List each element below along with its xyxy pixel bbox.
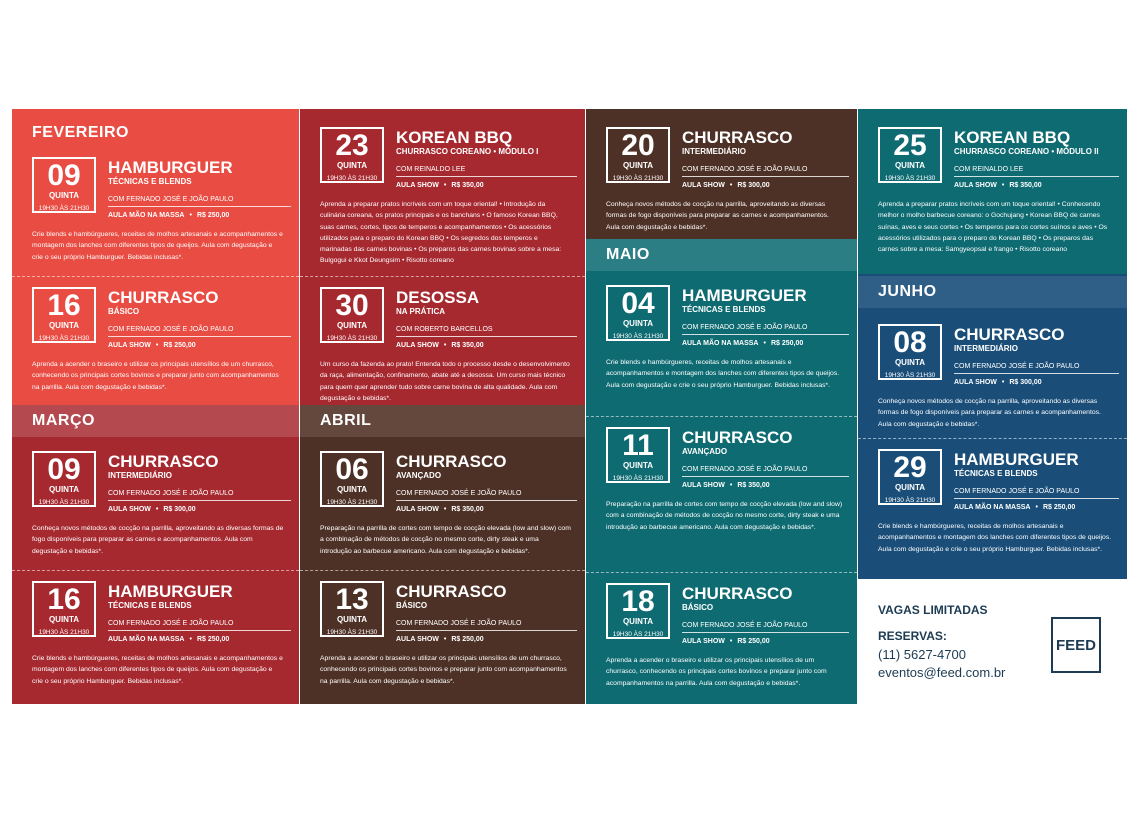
- event-host: COM FERNADO JOSÉ E JOÃO PAULO: [396, 490, 522, 497]
- event-price: R$ 300,00: [737, 182, 770, 189]
- event-title: DESOSSA: [396, 288, 480, 307]
- bullet-icon: •: [189, 636, 192, 643]
- event-subtitle: AVANÇADO: [396, 471, 442, 480]
- bullet-icon: •: [155, 506, 159, 513]
- bullet-icon: •: [763, 340, 766, 347]
- event-time: 19H30 ÀS 21H30: [612, 333, 664, 340]
- event-day: 11: [622, 429, 654, 462]
- event-type: AULA SHOW: [682, 482, 725, 489]
- divider: [682, 334, 849, 335]
- bullet-icon: •: [1035, 504, 1038, 511]
- event-title: KOREAN BBQ: [396, 128, 513, 147]
- panel-maio: [586, 239, 857, 704]
- event-type: AULA MÃO NA MASSA: [108, 636, 185, 643]
- event-weekday: QUINTA: [894, 483, 926, 492]
- event-subtitle: INTERMEDIÁRIO: [954, 344, 1018, 353]
- event-time: 19H30 ÀS 21H30: [38, 629, 90, 636]
- event-day: 18: [621, 585, 655, 618]
- event-subtitle: CHURRASCO COREANO • MÓDULO II: [954, 147, 1099, 156]
- event-description: Aprenda a preparar pratos incríveis com um toque oriental! • Introdução da culinária coreana, os pratos principais e os banchans • O famoso Korean BBQ, suas carnes, cortes, tipos de temperos e acompanhamentos • Os acessórios utilizados para o preparo do Korean BBQ • Os segredos dos temperos e marinadas das carnes bovinas • Os preparos das carnes bovinas sobre a mesa: Bulgogui e Kkot Deungsim • Risotto coreano: [320, 201, 562, 265]
- event-card[interactable]: [586, 117, 857, 239]
- divider: [682, 632, 849, 633]
- event-price: R$ 350,00: [1009, 182, 1042, 189]
- event-price: R$ 350,00: [737, 482, 770, 489]
- event-day: 08: [893, 326, 927, 359]
- event-title: CHURRASCO: [682, 428, 793, 447]
- event-host: COM ROBERTO BARCELLOS: [396, 326, 493, 333]
- event-day: 20: [621, 129, 655, 162]
- event-description: Preparação na parrilla de cortes com tempo de cocção elevada (low and slow) com a combinação de métodos de cocção no mesmo corte, dirty steak e uma introdução ao barbecue americano. Aula com degustação e bebidas*.: [606, 501, 843, 531]
- event-title: HAMBURGUER: [954, 450, 1079, 469]
- event-title: CHURRASCO: [396, 582, 507, 601]
- event-day: 04: [621, 287, 655, 320]
- event-type-price: [682, 181, 849, 190]
- event-type-price: [108, 341, 291, 350]
- date-box: [32, 581, 96, 637]
- event-time: 19H30 ÀS 21H30: [326, 499, 378, 506]
- event-price: R$ 350,00: [451, 342, 484, 349]
- event-host: COM FERNADO JOSÉ E JOÃO PAULO: [682, 466, 808, 473]
- event-host: COM FERNADO JOSÉ E JOÃO PAULO: [954, 363, 1080, 370]
- date-box: [320, 581, 384, 637]
- bullet-icon: •: [443, 636, 447, 643]
- event-day: 16: [47, 289, 81, 322]
- event-type-price: [682, 339, 849, 348]
- event-time: 19H30 ÀS 21H30: [326, 335, 378, 342]
- divider: [954, 498, 1119, 499]
- event-subtitle: BÁSICO: [682, 603, 714, 612]
- date-box: [606, 127, 670, 183]
- event-weekday: QUINTA: [622, 461, 654, 470]
- date-box: [32, 157, 96, 213]
- date-box: [320, 287, 384, 343]
- event-subtitle: NA PRÁTICA: [396, 307, 446, 316]
- event-subtitle: TÉCNICAS E BLENDS: [108, 177, 192, 186]
- panel-maio-cont: [858, 109, 1127, 274]
- event-description: Aprenda a preparar pratos incríveis com um toque oriental! • Conhecendo melhor o molho barbecue coreano: o Gochujang • Korean BBQ de carnes suínas, aves e seus cortes • Os temperos para os cortes suínos e aves • Os acessórios utilizados para o preparo do Korean BBQ • Os preparos das carnes sobre a mesa: Samgyeopsal e frango • Risotto coreano: [878, 201, 1108, 254]
- panel-fevereiro-cont: [300, 109, 585, 405]
- event-description: Aprenda a acender o braseiro e utilizar os principais utensílios de um churrasco, conhecendo os principais cortes bovinos e preparar junto com acompanhamentos na parrilla. Aula com degustação e bebidas*.: [32, 361, 279, 391]
- event-time: 19H30 ÀS 21H30: [38, 335, 90, 342]
- date-box: [878, 324, 942, 380]
- divider: [108, 336, 291, 337]
- event-description: Conheça novos métodos de cocção na parrilla, aproveitando as diversas formas de fogo disponíveis para preparar as carnes e acompanhamentos. Aula com degustação e bebidas*.: [606, 201, 829, 231]
- event-description: Conheça novos métodos de cocção na parrilla, aproveitando as diversas formas de fogo disponíveis para preparar as carnes e acompanhamentos. Aula com degustação e bebidas*.: [878, 398, 1101, 428]
- event-subtitle: TÉCNICAS E BLENDS: [682, 305, 766, 314]
- divider: [108, 206, 291, 207]
- bullet-icon: •: [443, 342, 447, 349]
- event-type-price: [108, 211, 291, 220]
- event-host: COM FERNADO JOSÉ E JOÃO PAULO: [682, 324, 808, 331]
- event-card[interactable]: [858, 314, 1127, 437]
- event-card[interactable]: [12, 276, 299, 405]
- event-card[interactable]: [858, 438, 1127, 579]
- month-header-fevereiro: FEVEREIRO: [32, 124, 129, 141]
- contact-panel: [858, 579, 1127, 704]
- event-price: R$ 250,00: [196, 212, 230, 219]
- event-price: R$ 300,00: [163, 506, 196, 513]
- event-card[interactable]: [12, 441, 299, 569]
- event-price: R$ 250,00: [451, 636, 484, 643]
- phone-number[interactable]: (11) 5627-4700: [878, 647, 966, 662]
- event-type: AULA SHOW: [396, 182, 439, 189]
- event-weekday: QUINTA: [48, 485, 80, 494]
- event-type-price: [396, 505, 577, 514]
- event-weekday: QUINTA: [336, 161, 368, 170]
- event-time: 19H30 ÀS 21H30: [38, 205, 90, 212]
- event-description: Um curso da fazenda ao prato! Entenda todo o processo desde o desenvolvimento da raça, alimentação, confinamento, abate até a desossa. Um curso mais técnico para quem quer aprender tudo sobre carne bovina de alta qualidade. Aula com degustação e bebidas*.: [320, 361, 570, 402]
- event-day: 06: [335, 453, 369, 486]
- date-box: [32, 287, 96, 343]
- event-weekday: QUINTA: [48, 615, 80, 624]
- event-type: AULA MÃO NA MASSA: [954, 504, 1031, 511]
- event-price: R$ 250,00: [163, 342, 196, 349]
- reservas-label: RESERVAS:: [878, 629, 947, 643]
- event-host: COM REINALDO LEE: [396, 166, 466, 173]
- date-box: [32, 451, 96, 507]
- event-time: 19H30 ÀS 21H30: [38, 499, 90, 506]
- event-type: AULA SHOW: [396, 342, 439, 349]
- date-box: [606, 285, 670, 341]
- event-subtitle: BÁSICO: [108, 307, 140, 316]
- event-host: COM REINALDO LEE: [954, 166, 1024, 173]
- bullet-icon: •: [189, 212, 192, 219]
- event-card[interactable]: [586, 275, 857, 415]
- event-host: COM FERNADO JOSÉ E JOÃO PAULO: [396, 620, 522, 627]
- event-type: AULA SHOW: [396, 636, 439, 643]
- event-type-price: [682, 637, 849, 646]
- divider: [954, 373, 1119, 374]
- event-day: 09: [47, 159, 81, 192]
- date-box: [606, 583, 670, 639]
- event-price: R$ 350,00: [451, 506, 484, 513]
- event-weekday: QUINTA: [622, 319, 654, 328]
- event-type-price: [396, 341, 577, 350]
- event-type-price: [108, 505, 291, 514]
- event-type: AULA SHOW: [108, 342, 151, 349]
- bullet-icon: •: [443, 182, 447, 189]
- event-weekday: QUINTA: [894, 358, 926, 367]
- event-time: 19H30 ÀS 21H30: [612, 475, 664, 482]
- event-price: R$ 250,00: [737, 638, 770, 645]
- divider: [108, 630, 291, 631]
- event-host: COM FERNADO JOSÉ E JOÃO PAULO: [108, 196, 234, 203]
- event-host: COM FERNADO JOSÉ E JOÃO PAULO: [108, 620, 234, 627]
- event-subtitle: INTERMEDIÁRIO: [108, 471, 172, 480]
- bullet-icon: •: [1001, 379, 1005, 386]
- event-day: 23: [335, 129, 369, 162]
- vagas-limitadas: VAGAS LIMITADAS: [878, 603, 988, 617]
- event-title: HAMBURGUER: [108, 158, 233, 177]
- panel-junho: [858, 274, 1127, 579]
- event-host: COM FERNADO JOSÉ E JOÃO PAULO: [108, 326, 234, 333]
- event-time: 19H30 ÀS 21H30: [884, 372, 936, 379]
- event-description: Crie blends e hambúrgueres, receitas de molhos artesanais e acompanhamentos e montagem dos lanches com diferentes tipos de queijos. Aula com degustação e crie o seu próprio Hamburguer. Bebidas inclusas*.: [606, 359, 840, 389]
- event-type-price: [396, 181, 577, 190]
- event-weekday: QUINTA: [336, 485, 368, 494]
- event-day: 16: [47, 583, 81, 616]
- date-box: [878, 127, 942, 183]
- event-card[interactable]: [300, 441, 585, 569]
- event-type-price: [954, 503, 1119, 512]
- divider: [954, 176, 1119, 177]
- event-type-price: [108, 635, 291, 644]
- event-price: R$ 350,00: [451, 182, 484, 189]
- event-day: 25: [893, 129, 927, 162]
- event-description: Conheça novos métodos de cocção na parrilla, aproveitando as diversas formas de fogo disponíveis para preparar as carnes e acompanhamentos. Aula com degustação e bebidas*.: [32, 525, 284, 555]
- event-card[interactable]: [300, 117, 585, 275]
- event-type: AULA MÃO NA MASSA: [682, 340, 759, 347]
- event-time: 19H30 ÀS 21H30: [326, 175, 378, 182]
- bullet-icon: •: [1001, 182, 1005, 189]
- event-title: CHURRASCO: [954, 325, 1065, 344]
- bullet-icon: •: [729, 638, 733, 645]
- event-type: AULA MÃO NA MASSA: [108, 212, 185, 219]
- panel-marco: [12, 405, 299, 704]
- feed-logo: FEED: [1051, 617, 1101, 673]
- event-weekday: QUINTA: [622, 617, 654, 626]
- event-subtitle: AVANÇADO: [682, 447, 728, 456]
- divider: [396, 630, 577, 631]
- event-host: COM FERNADO JOSÉ E JOÃO PAULO: [682, 166, 808, 173]
- bullet-icon: •: [443, 506, 447, 513]
- panel-abril-cont: [586, 109, 857, 239]
- date-box: [320, 127, 384, 183]
- event-day: 30: [335, 289, 369, 322]
- event-host: COM FERNADO JOSÉ E JOÃO PAULO: [682, 622, 808, 629]
- date-box: [320, 451, 384, 507]
- event-title: CHURRASCO: [108, 452, 219, 471]
- event-price: R$ 250,00: [1042, 504, 1076, 511]
- event-description: Aprenda a acender o braseiro e utilizar os principais utensílios de um churrasco, conhecendo os principais cortes bovinos e preparar junto com acompanhamentos na parrilla. Aula com degustação e bebidas*.: [606, 657, 827, 687]
- event-time: 19H30 ÀS 21H30: [884, 175, 936, 182]
- event-subtitle: TÉCNICAS E BLENDS: [954, 469, 1038, 478]
- event-description: Crie blends e hambúrgueres, receitas de molhos artesanais e acompanhamentos e montagem dos lanches com diferentes tipos de queijos. Aula com degustação e crie o seu próprio Hamburguer. Bebidas inclusas*.: [32, 655, 283, 685]
- event-host: COM FERNADO JOSÉ E JOÃO PAULO: [954, 488, 1080, 495]
- event-type: AULA SHOW: [108, 506, 151, 513]
- event-title: HAMBURGUER: [108, 582, 233, 601]
- event-weekday: QUINTA: [622, 161, 654, 170]
- email-link[interactable]: eventos@feed.com.br: [878, 665, 1006, 680]
- panel-fevereiro: [12, 109, 299, 405]
- event-title: CHURRASCO: [108, 288, 219, 307]
- event-weekday: QUINTA: [336, 321, 368, 330]
- event-subtitle: BÁSICO: [396, 601, 428, 610]
- event-price: R$ 250,00: [770, 340, 804, 347]
- event-subtitle: INTERMEDIÁRIO: [682, 147, 746, 156]
- event-card[interactable]: [12, 570, 299, 704]
- event-subtitle: CHURRASCO COREANO • MÓDULO I: [396, 147, 539, 156]
- event-title: CHURRASCO: [682, 128, 793, 147]
- event-day: 29: [893, 451, 927, 484]
- event-time: 19H30 ÀS 21H30: [612, 175, 664, 182]
- event-time: 19H30 ÀS 21H30: [326, 629, 378, 636]
- month-header-maio: MAIO: [586, 239, 857, 271]
- event-description: Aprenda a acender o braseiro e utilizar os principais utensílios de um churrasco, conhecendo os principais cortes bovinos e preparar junto com acompanhamentos na parrilla. Aula com degustação e bebidas*.: [320, 655, 567, 685]
- month-header-marco: MARÇO: [12, 405, 299, 437]
- event-type-price: [954, 378, 1119, 387]
- bullet-icon: •: [729, 182, 733, 189]
- event-type: AULA SHOW: [682, 638, 725, 645]
- event-day: 09: [47, 453, 81, 486]
- event-host: COM FERNADO JOSÉ E JOÃO PAULO: [108, 490, 234, 497]
- divider: [396, 500, 577, 501]
- event-time: 19H30 ÀS 21H30: [884, 497, 936, 504]
- divider: [396, 176, 577, 177]
- event-title: KOREAN BBQ: [954, 128, 1071, 147]
- event-subtitle: TÉCNICAS E BLENDS: [108, 601, 192, 610]
- event-title: CHURRASCO: [396, 452, 507, 471]
- event-card[interactable]: [300, 276, 585, 405]
- event-price: R$ 250,00: [196, 636, 230, 643]
- divider: [682, 176, 849, 177]
- event-weekday: QUINTA: [894, 161, 926, 170]
- event-card[interactable]: [12, 147, 299, 275]
- month-header-abril: ABRIL: [300, 405, 585, 437]
- event-type-price: [396, 635, 577, 644]
- month-header-junho: JUNHO: [858, 276, 1127, 308]
- event-type-price: [954, 181, 1119, 190]
- divider: [682, 476, 849, 477]
- bullet-icon: •: [729, 482, 733, 489]
- event-type: AULA SHOW: [682, 182, 725, 189]
- event-day: 13: [335, 583, 369, 616]
- bullet-icon: •: [155, 342, 159, 349]
- divider: [108, 500, 291, 501]
- event-weekday: QUINTA: [48, 321, 80, 330]
- event-card[interactable]: [586, 416, 857, 572]
- event-card[interactable]: [586, 572, 857, 704]
- date-box: [606, 427, 670, 483]
- event-type: AULA SHOW: [954, 182, 997, 189]
- event-title: HAMBURGUER: [682, 286, 807, 305]
- event-type-price: [682, 481, 849, 490]
- divider: [396, 336, 577, 337]
- event-title: CHURRASCO: [682, 584, 793, 603]
- event-card[interactable]: [300, 570, 585, 704]
- event-time: 19H30 ÀS 21H30: [612, 631, 664, 638]
- event-description: Crie blends e hambúrgueres, receitas de molhos artesanais e acompanhamentos e montagem dos lanches com diferentes tipos de queijos. Aula com degustação e crie o seu próprio Hamburguer. Bebidas inclusas*.: [32, 231, 283, 261]
- event-description: Crie blends e hambúrgueres, receitas de molhos artesanais e acompanhamentos e montagem dos lanches com diferentes tipos de queijos. Aula com degustação e crie o seu próprio Hamburguer. Bebidas inclusas*.: [878, 523, 1112, 553]
- panel-abril: [300, 405, 585, 704]
- date-box: [878, 449, 942, 505]
- event-type: AULA SHOW: [396, 506, 439, 513]
- event-weekday: QUINTA: [48, 191, 80, 200]
- event-price: R$ 300,00: [1009, 379, 1042, 386]
- event-description: Preparação na parrilla de cortes com tempo de cocção elevada (low and slow) com a combinação de métodos de cocção no mesmo corte, dirty steak e uma introdução ao barbecue americano. Aula com degustação e bebidas*.: [320, 525, 571, 555]
- event-weekday: QUINTA: [336, 615, 368, 624]
- event-type: AULA SHOW: [954, 379, 997, 386]
- event-card[interactable]: [858, 117, 1127, 274]
